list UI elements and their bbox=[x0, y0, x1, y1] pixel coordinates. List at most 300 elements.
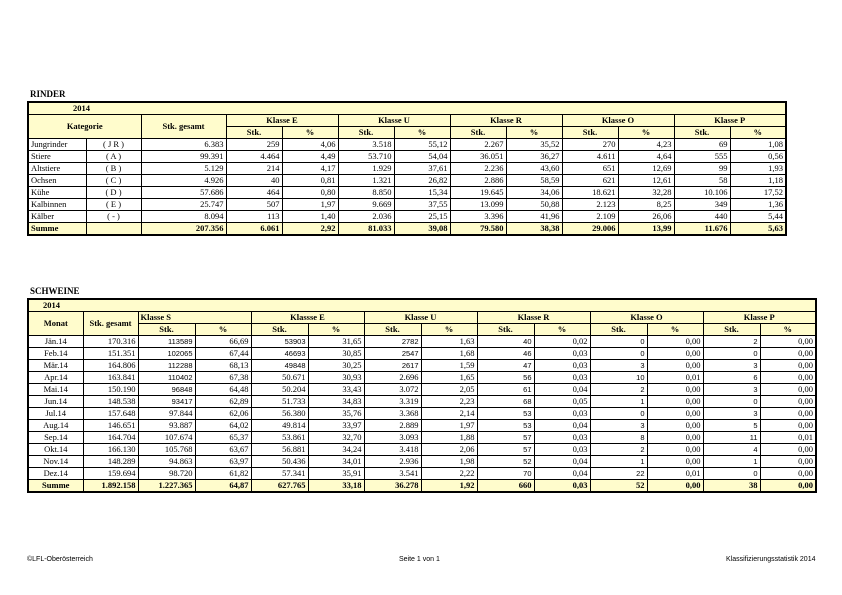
stk-value: 102065 bbox=[138, 348, 195, 360]
monat: Feb.14 bbox=[28, 348, 83, 360]
stk-value: 2 bbox=[590, 384, 647, 396]
stk-value: 1.929 bbox=[338, 163, 394, 175]
monat: Aug.14 bbox=[28, 420, 83, 432]
stk-value: 3 bbox=[703, 408, 760, 420]
stk-value: 93.887 bbox=[138, 420, 195, 432]
sum-row bbox=[28, 223, 786, 236]
footer-left: ©LFL-Oberösterreich bbox=[27, 556, 93, 563]
stk-value: 0 bbox=[590, 336, 647, 348]
percent-value: 0,00 bbox=[760, 360, 816, 372]
percent-value: 0,04 bbox=[534, 456, 590, 468]
percent-value: 0,00 bbox=[760, 420, 816, 432]
sub-header-stk: Stk. bbox=[338, 127, 394, 139]
stk-value: 40 bbox=[226, 175, 282, 187]
stk-value: 113589 bbox=[138, 336, 195, 348]
stk-value: 3.418 bbox=[364, 444, 421, 456]
stk-value: 19.645 bbox=[450, 187, 506, 199]
stk-gesamt: 146.651 bbox=[83, 420, 138, 432]
stk-value: 2 bbox=[590, 444, 647, 456]
table-row bbox=[28, 420, 816, 432]
stk-value: 98.720 bbox=[138, 468, 195, 480]
sub-header-pct: % bbox=[394, 127, 450, 139]
rinder-klasse-header: Klasse U bbox=[338, 115, 450, 127]
sum-stk: 627.765 bbox=[251, 480, 308, 493]
kategorie-code: ( B ) bbox=[86, 163, 141, 175]
sub-header-stk: Stk. bbox=[590, 324, 647, 336]
percent-value: 0,03 bbox=[534, 408, 590, 420]
table-row bbox=[28, 211, 786, 223]
percent-value: 35,91 bbox=[308, 468, 364, 480]
stk-value: 0 bbox=[590, 348, 647, 360]
stk-value: 3.541 bbox=[364, 468, 421, 480]
percent-value: 4,49 bbox=[282, 151, 338, 163]
stk-value: 56 bbox=[477, 372, 534, 384]
table-row bbox=[28, 432, 816, 444]
stk-value: 53903 bbox=[251, 336, 308, 348]
stk-value: 2.236 bbox=[450, 163, 506, 175]
stk-value: 2782 bbox=[364, 336, 421, 348]
monat: Apr.14 bbox=[28, 372, 83, 384]
stk-value: 53 bbox=[477, 408, 534, 420]
schweine-stk-gesamt-header: Stk. gesamt bbox=[83, 312, 138, 336]
sum-percent: 39,08 bbox=[394, 223, 450, 236]
stk-value: 13.099 bbox=[450, 199, 506, 211]
percent-value: 66,69 bbox=[195, 336, 251, 348]
percent-value: 1,98 bbox=[421, 456, 477, 468]
percent-value: 30,25 bbox=[308, 360, 364, 372]
percent-value: 0,00 bbox=[760, 408, 816, 420]
percent-value: 1,88 bbox=[421, 432, 477, 444]
stk-value: 464 bbox=[226, 187, 282, 199]
sub-header-stk: Stk. bbox=[364, 324, 421, 336]
sum-stk: 79.580 bbox=[450, 223, 506, 236]
rinder-table bbox=[27, 101, 787, 236]
stk-value: 110402 bbox=[138, 372, 195, 384]
percent-value: 12,61 bbox=[618, 175, 674, 187]
stk-value: 40 bbox=[477, 336, 534, 348]
sum-stk: 52 bbox=[590, 480, 647, 493]
percent-value: 1,97 bbox=[282, 199, 338, 211]
table-row bbox=[28, 151, 786, 163]
percent-value: 0,05 bbox=[534, 396, 590, 408]
stk-value: 97.844 bbox=[138, 408, 195, 420]
percent-value: 34,24 bbox=[308, 444, 364, 456]
percent-value: 1,08 bbox=[730, 139, 786, 151]
monat: Jun.14 bbox=[28, 396, 83, 408]
stk-value: 0 bbox=[703, 348, 760, 360]
percent-value: 0,02 bbox=[534, 336, 590, 348]
percent-value: 0,81 bbox=[282, 175, 338, 187]
schweine-klasse-header: Klasse U bbox=[364, 312, 477, 324]
percent-value: 34,06 bbox=[506, 187, 562, 199]
stk-value: 50.436 bbox=[251, 456, 308, 468]
stk-value: 50.204 bbox=[251, 384, 308, 396]
stk-gesamt: 164.806 bbox=[83, 360, 138, 372]
rinder-klasse-header: Klasse R bbox=[450, 115, 562, 127]
stk-gesamt: 148.289 bbox=[83, 456, 138, 468]
stk-value: 46693 bbox=[251, 348, 308, 360]
percent-value: 4,23 bbox=[618, 139, 674, 151]
percent-value: 0,04 bbox=[534, 384, 590, 396]
footer-right: Klassifizierungsstatistik 2014 bbox=[726, 556, 816, 563]
schweine-klasse-header: Klasse O bbox=[590, 312, 703, 324]
percent-value: 2,05 bbox=[421, 384, 477, 396]
percent-value: 41,96 bbox=[506, 211, 562, 223]
sum-stk: 1.227.365 bbox=[138, 480, 195, 493]
percent-value: 0,04 bbox=[534, 420, 590, 432]
kategorie-code: ( - ) bbox=[86, 211, 141, 223]
sub-header-pct: % bbox=[618, 127, 674, 139]
sub-header-stk: Stk. bbox=[562, 127, 618, 139]
stk-value: 96848 bbox=[138, 384, 195, 396]
percent-value: 2,06 bbox=[421, 444, 477, 456]
stk-value: 49848 bbox=[251, 360, 308, 372]
stk-value: 107.674 bbox=[138, 432, 195, 444]
stk-value: 214 bbox=[226, 163, 282, 175]
percent-value: 4,17 bbox=[282, 163, 338, 175]
percent-value: 4,06 bbox=[282, 139, 338, 151]
stk-value: 3.368 bbox=[364, 408, 421, 420]
sub-header-pct: % bbox=[760, 324, 816, 336]
percent-value: 5,44 bbox=[730, 211, 786, 223]
sum-stk: 660 bbox=[477, 480, 534, 493]
percent-value: 0,00 bbox=[760, 372, 816, 384]
stk-value: 113 bbox=[226, 211, 282, 223]
stk-gesamt: 6.383 bbox=[141, 139, 226, 151]
percent-value: 1,97 bbox=[421, 420, 477, 432]
percent-value: 1,93 bbox=[730, 163, 786, 175]
stk-value: 4.464 bbox=[226, 151, 282, 163]
stk-value: 68 bbox=[477, 396, 534, 408]
sub-header-pct: % bbox=[647, 324, 703, 336]
stk-value: 3.518 bbox=[338, 139, 394, 151]
percent-value: 0,03 bbox=[534, 432, 590, 444]
table-row bbox=[28, 456, 816, 468]
percent-value: 62,89 bbox=[195, 396, 251, 408]
sub-header-stk: Stk. bbox=[450, 127, 506, 139]
sum-total: 1.892.158 bbox=[83, 480, 138, 493]
stk-gesamt: 166.130 bbox=[83, 444, 138, 456]
table-row bbox=[28, 336, 816, 348]
percent-value: 33,97 bbox=[308, 420, 364, 432]
table-row bbox=[28, 187, 786, 199]
stk-value: 1 bbox=[703, 456, 760, 468]
table-row bbox=[28, 199, 786, 211]
stk-value: 2547 bbox=[364, 348, 421, 360]
sub-header-stk: Stk. bbox=[138, 324, 195, 336]
percent-value: 1,18 bbox=[730, 175, 786, 187]
stk-value: 53 bbox=[477, 420, 534, 432]
sum-stk: 29.006 bbox=[562, 223, 618, 236]
stk-value: 46 bbox=[477, 348, 534, 360]
schweine-year: 2014 bbox=[28, 299, 816, 312]
stk-value: 2.886 bbox=[450, 175, 506, 187]
percent-value: 0,03 bbox=[534, 360, 590, 372]
percent-value: 2,23 bbox=[421, 396, 477, 408]
percent-value: 0,00 bbox=[647, 348, 703, 360]
percent-value: 36,27 bbox=[506, 151, 562, 163]
stk-value: 2617 bbox=[364, 360, 421, 372]
stk-value: 53.710 bbox=[338, 151, 394, 163]
sum-stk: 6.061 bbox=[226, 223, 282, 236]
percent-value: 1,68 bbox=[421, 348, 477, 360]
percent-value: 68,13 bbox=[195, 360, 251, 372]
stk-value: 112288 bbox=[138, 360, 195, 372]
kategorie-name: Ochsen bbox=[28, 175, 86, 187]
rinder-klasse-header: Klasse P bbox=[674, 115, 786, 127]
percent-value: 1,59 bbox=[421, 360, 477, 372]
rinder-kategorie-header: Kategorie bbox=[28, 115, 141, 139]
stk-value: 2.123 bbox=[562, 199, 618, 211]
stk-value: 57 bbox=[477, 444, 534, 456]
sum-percent: 0,00 bbox=[760, 480, 816, 493]
stk-gesamt: 8.094 bbox=[141, 211, 226, 223]
sum-percent: 1,92 bbox=[421, 480, 477, 493]
percent-value: 1,65 bbox=[421, 372, 477, 384]
monat: Mai.14 bbox=[28, 384, 83, 396]
schweine-klasse-header: Klassse E bbox=[251, 312, 364, 324]
percent-value: 25,15 bbox=[394, 211, 450, 223]
sub-header-pct: % bbox=[730, 127, 786, 139]
rinder-title: RINDER bbox=[30, 89, 66, 99]
percent-value: 50,88 bbox=[506, 199, 562, 211]
percent-value: 0,01 bbox=[647, 372, 703, 384]
sum-stk: 38 bbox=[703, 480, 760, 493]
stk-value: 555 bbox=[674, 151, 730, 163]
sub-header-pct: % bbox=[534, 324, 590, 336]
schweine-title: SCHWEINE bbox=[30, 286, 80, 296]
monat: Mär.14 bbox=[28, 360, 83, 372]
sub-header-pct: % bbox=[421, 324, 477, 336]
stk-value: 51.733 bbox=[251, 396, 308, 408]
rinder-stk-gesamt-header: Stk. gesamt bbox=[141, 115, 226, 139]
kategorie-code: ( D ) bbox=[86, 187, 141, 199]
sum-stk: 11.676 bbox=[674, 223, 730, 236]
stk-value: 58 bbox=[674, 175, 730, 187]
footer-center: Seite 1 von 1 bbox=[399, 556, 440, 563]
schweine-klasse-header: Klasse R bbox=[477, 312, 590, 324]
percent-value: 37,55 bbox=[394, 199, 450, 211]
stk-value: 349 bbox=[674, 199, 730, 211]
stk-value: 3.072 bbox=[364, 384, 421, 396]
sub-header-stk: Stk. bbox=[226, 127, 282, 139]
percent-value: 63,67 bbox=[195, 444, 251, 456]
table-row bbox=[28, 360, 816, 372]
stk-value: 1 bbox=[590, 456, 647, 468]
percent-value: 0,00 bbox=[647, 408, 703, 420]
percent-value: 0,00 bbox=[647, 336, 703, 348]
stk-value: 36.051 bbox=[450, 151, 506, 163]
stk-value: 3.093 bbox=[364, 432, 421, 444]
percent-value: 0,00 bbox=[647, 396, 703, 408]
sum-percent: 33,18 bbox=[308, 480, 364, 493]
stk-value: 0 bbox=[703, 396, 760, 408]
stk-value: 99 bbox=[674, 163, 730, 175]
stk-value: 6 bbox=[703, 372, 760, 384]
sub-header-pct: % bbox=[195, 324, 251, 336]
percent-value: 0,80 bbox=[282, 187, 338, 199]
stk-value: 52 bbox=[477, 456, 534, 468]
percent-value: 0,00 bbox=[760, 456, 816, 468]
stk-value: 8 bbox=[590, 432, 647, 444]
percent-value: 17,52 bbox=[730, 187, 786, 199]
stk-value: 1 bbox=[590, 396, 647, 408]
stk-gesamt: 164.704 bbox=[83, 432, 138, 444]
table-row bbox=[28, 408, 816, 420]
percent-value: 61,82 bbox=[195, 468, 251, 480]
sub-header-stk: Stk. bbox=[251, 324, 308, 336]
stk-gesamt: 99.391 bbox=[141, 151, 226, 163]
percent-value: 0,01 bbox=[647, 468, 703, 480]
stk-value: 4.611 bbox=[562, 151, 618, 163]
percent-value: 55,12 bbox=[394, 139, 450, 151]
sub-header-stk: Stk. bbox=[703, 324, 760, 336]
table-row bbox=[28, 139, 786, 151]
percent-value: 0,00 bbox=[647, 432, 703, 444]
stk-value: 49.814 bbox=[251, 420, 308, 432]
percent-value: 58,59 bbox=[506, 175, 562, 187]
stk-value: 56.380 bbox=[251, 408, 308, 420]
stk-gesamt: 170.316 bbox=[83, 336, 138, 348]
percent-value: 67,38 bbox=[195, 372, 251, 384]
percent-value: 0,00 bbox=[647, 456, 703, 468]
kategorie-name: Kälber bbox=[28, 211, 86, 223]
stk-value: 3 bbox=[590, 360, 647, 372]
rinder-klasse-header: Klasse E bbox=[226, 115, 338, 127]
percent-value: 1,36 bbox=[730, 199, 786, 211]
stk-value: 1.321 bbox=[338, 175, 394, 187]
percent-value: 64,48 bbox=[195, 384, 251, 396]
percent-value: 0,03 bbox=[534, 444, 590, 456]
sum-percent: 38,38 bbox=[506, 223, 562, 236]
percent-value: 26,06 bbox=[618, 211, 674, 223]
stk-value: 0 bbox=[703, 468, 760, 480]
kategorie-name: Kühe bbox=[28, 187, 86, 199]
sum-total: 207.356 bbox=[141, 223, 226, 236]
stk-value: 3 bbox=[703, 360, 760, 372]
percent-value: 2,22 bbox=[421, 468, 477, 480]
stk-value: 53.861 bbox=[251, 432, 308, 444]
percent-value: 1,40 bbox=[282, 211, 338, 223]
percent-value: 32,70 bbox=[308, 432, 364, 444]
sub-header-pct: % bbox=[308, 324, 364, 336]
sum-percent: 2,92 bbox=[282, 223, 338, 236]
percent-value: 0,00 bbox=[647, 384, 703, 396]
stk-value: 105.768 bbox=[138, 444, 195, 456]
schweine-monat-header: Monat bbox=[28, 312, 83, 336]
stk-value: 9.669 bbox=[338, 199, 394, 211]
sum-stk: 36.278 bbox=[364, 480, 421, 493]
table-row bbox=[28, 372, 816, 384]
sub-header-stk: Stk. bbox=[477, 324, 534, 336]
stk-value: 94.863 bbox=[138, 456, 195, 468]
stk-value: 270 bbox=[562, 139, 618, 151]
percent-value: 0,00 bbox=[760, 336, 816, 348]
stk-gesamt: 5.129 bbox=[141, 163, 226, 175]
sum-label: Summe bbox=[28, 480, 83, 493]
stk-value: 440 bbox=[674, 211, 730, 223]
kategorie-code: ( C ) bbox=[86, 175, 141, 187]
stk-value: 3.396 bbox=[450, 211, 506, 223]
stk-gesamt: 150.190 bbox=[83, 384, 138, 396]
percent-value: 0,04 bbox=[534, 468, 590, 480]
stk-value: 2.696 bbox=[364, 372, 421, 384]
table-row bbox=[28, 348, 816, 360]
stk-value: 18.621 bbox=[562, 187, 618, 199]
percent-value: 0,01 bbox=[760, 432, 816, 444]
percent-value: 30,93 bbox=[308, 372, 364, 384]
percent-value: 65,37 bbox=[195, 432, 251, 444]
monat: Sep.14 bbox=[28, 432, 83, 444]
percent-value: 12,69 bbox=[618, 163, 674, 175]
stk-value: 57 bbox=[477, 432, 534, 444]
stk-gesamt: 157.648 bbox=[83, 408, 138, 420]
schweine-klasse-header: Klasse P bbox=[703, 312, 816, 324]
percent-value: 0,00 bbox=[760, 444, 816, 456]
sum-percent: 5,63 bbox=[730, 223, 786, 236]
kategorie-code: ( E ) bbox=[86, 199, 141, 211]
sum-label: Summe bbox=[28, 223, 86, 236]
sum-blank bbox=[86, 223, 141, 236]
percent-value: 4,64 bbox=[618, 151, 674, 163]
stk-value: 2.109 bbox=[562, 211, 618, 223]
kategorie-name: Altstiere bbox=[28, 163, 86, 175]
percent-value: 15,34 bbox=[394, 187, 450, 199]
kategorie-code: ( J R ) bbox=[86, 139, 141, 151]
percent-value: 64,02 bbox=[195, 420, 251, 432]
stk-gesamt: 57.686 bbox=[141, 187, 226, 199]
stk-value: 8.850 bbox=[338, 187, 394, 199]
table-row bbox=[28, 396, 816, 408]
stk-value: 3 bbox=[590, 420, 647, 432]
table-row bbox=[28, 444, 816, 456]
stk-gesamt: 148.538 bbox=[83, 396, 138, 408]
percent-value: 0,00 bbox=[760, 384, 816, 396]
sub-header-pct: % bbox=[282, 127, 338, 139]
kategorie-code: ( A ) bbox=[86, 151, 141, 163]
schweine-klasse-header: Klasse S bbox=[138, 312, 251, 324]
percent-value: 31,65 bbox=[308, 336, 364, 348]
percent-value: 0,03 bbox=[534, 348, 590, 360]
table-row bbox=[28, 175, 786, 187]
stk-gesamt: 159.694 bbox=[83, 468, 138, 480]
schweine-table bbox=[27, 298, 817, 493]
kategorie-name: Jungrinder bbox=[28, 139, 86, 151]
stk-value: 10 bbox=[590, 372, 647, 384]
stk-value: 11 bbox=[703, 432, 760, 444]
monat: Okt.14 bbox=[28, 444, 83, 456]
sub-header-pct: % bbox=[506, 127, 562, 139]
stk-value: 4 bbox=[703, 444, 760, 456]
stk-value: 56.881 bbox=[251, 444, 308, 456]
sum-percent: 0,03 bbox=[534, 480, 590, 493]
percent-value: 0,00 bbox=[760, 396, 816, 408]
rinder-year: 2014 bbox=[28, 102, 786, 115]
percent-value: 54,04 bbox=[394, 151, 450, 163]
stk-value: 2.936 bbox=[364, 456, 421, 468]
percent-value: 67,44 bbox=[195, 348, 251, 360]
stk-value: 57.341 bbox=[251, 468, 308, 480]
monat: Dez.14 bbox=[28, 468, 83, 480]
stk-value: 93417 bbox=[138, 396, 195, 408]
table-row bbox=[28, 384, 816, 396]
stk-value: 3.319 bbox=[364, 396, 421, 408]
percent-value: 33,43 bbox=[308, 384, 364, 396]
sub-header-stk: Stk. bbox=[674, 127, 730, 139]
percent-value: 8,25 bbox=[618, 199, 674, 211]
sum-percent: 64,87 bbox=[195, 480, 251, 493]
stk-value: 70 bbox=[477, 468, 534, 480]
